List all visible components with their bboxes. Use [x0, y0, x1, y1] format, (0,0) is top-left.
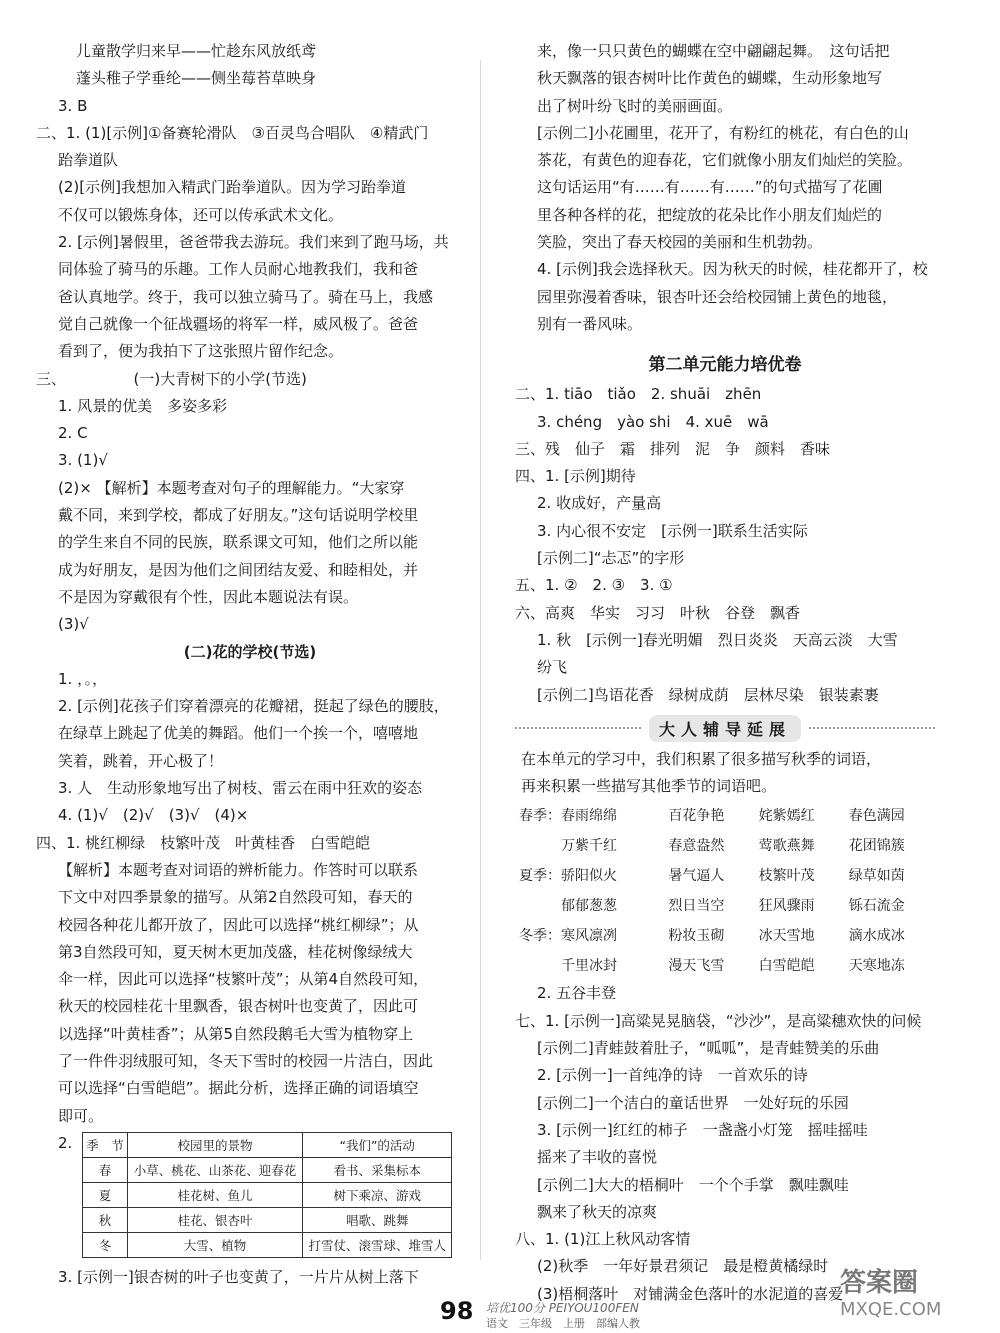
answer-line: 跆拳道队 — [58, 151, 119, 170]
answer-line: 下文中对四季景象的描写。从第2自然段可知，春天的 — [58, 888, 413, 907]
table-cell: 春 — [83, 1157, 127, 1182]
watermark-url: MXQE.COM — [840, 1299, 942, 1320]
table-header-cell: 校园里的景物 — [127, 1132, 302, 1157]
answer-line: 1. 秋 [示例一]春光明媚 烈日炎炎 天高云淡 大雪 — [537, 630, 898, 649]
answer-line: 戴不同，来到学校，都成了好朋友。”这句话说明学校里 — [58, 506, 419, 525]
answer-line: 四、1. 桃红柳绿 枝繁叶茂 叶黄桂香 白雪皑皑 — [36, 833, 371, 852]
season-word: 姹紫嫣红 — [758, 808, 815, 825]
right-answer-lines-a — [515, 38, 935, 338]
table-cell: 唱歌、跳舞 — [303, 1207, 452, 1232]
table-cell: 树下乘凉、游戏 — [303, 1182, 452, 1207]
season-row — [515, 860, 935, 890]
answer-line: [示例二]“忐忑”的字形 — [537, 549, 685, 568]
season-word: 冬季：寒风凛冽 — [519, 928, 617, 945]
answer-line: 4. [示例]我会选择秋天。因为秋天的时候，桂花都开了，校 — [537, 260, 928, 279]
answer-line: 儿童散学归来早——忙趁东风放纸鸢 — [76, 42, 317, 60]
answer-line: 1. ，。， — [58, 669, 108, 688]
answer-line: (二)花的学校(节选) — [183, 642, 317, 661]
answer-line: 可以选择“白雪皑皑”。据此分析，选择正确的词语填空 — [58, 1079, 419, 1098]
answer-line: [示例二]小花圃里，花开了，有粉红的桃花，有白色的山 — [537, 123, 909, 142]
season-row — [515, 950, 935, 980]
answer-line: 校园各种花儿都开放了，因此可以选择“桃红柳绿”；从 — [58, 915, 419, 934]
banner-rule-left — [515, 727, 641, 729]
left-tail-lines — [36, 1264, 464, 1291]
table-cell: 桂花、银杏叶 — [127, 1207, 302, 1232]
answer-line: 笑脸，突出了春天校园的美丽和生机勃勃。 — [537, 233, 823, 252]
answer-line: 4. (1)√ (2)√ (3)√ (4)× — [58, 806, 249, 825]
answer-line: 六、高爽 华实 习习 叶秋 谷登 飘香 — [515, 603, 801, 622]
answer-line: (3)√ — [58, 615, 89, 634]
answer-line: 这句话运用“有……有……有……”的句式描写了花圃 — [537, 178, 883, 197]
season-row — [515, 830, 935, 860]
answer-line: 2. [示例一]一首纯净的诗 一首欢乐的诗 — [537, 1066, 808, 1085]
table-cell: 冬 — [83, 1232, 127, 1257]
answer-line: 茶花，有黄色的迎春花，它们就像小朋友们灿烂的笑脸。 — [537, 151, 913, 170]
table-question-number: 2. — [58, 1133, 73, 1152]
extension-intro — [515, 746, 935, 801]
right-answer-lines-c — [515, 980, 935, 1308]
season-word: 春季：春雨绵绵 — [519, 808, 617, 825]
watermark-logo: 答案圈 — [840, 1268, 919, 1298]
answer-line: 1. 风景的优美 多姿多彩 — [58, 396, 228, 415]
answer-line: 同体验了骑马的乐趣。工作人员耐心地教我们，我和爸 — [58, 260, 419, 279]
table-cell: 看书、采集标本 — [303, 1157, 452, 1182]
answer-line: 出了树叶纷飞时的美丽画面。 — [537, 96, 733, 115]
table-row — [83, 1182, 452, 1207]
watermark — [840, 1262, 990, 1326]
answer-line: 五、1. ② 2. ③ 3. ① — [515, 576, 673, 595]
table-header-cell: 季 节 — [83, 1132, 127, 1157]
extension-intro-line: 在本单元的学习中，我们积累了很多描写秋季的词语， — [521, 749, 882, 768]
season-row — [515, 920, 935, 950]
season-word: 烈日当空 — [668, 898, 725, 915]
answer-line: 的学生来自不同的民族，联系课文可知，他们之所以能 — [58, 533, 419, 552]
answer-line: 3. chéng yào shi 4. xuē wā — [537, 412, 769, 431]
answer-line: 飘来了秋天的凉爽 — [537, 1202, 658, 1221]
answer-line: 别有一番风味。 — [537, 314, 643, 333]
season-word: 千里冰封 — [519, 958, 617, 975]
answer-line: 四、1. [示例]期待 — [515, 467, 636, 486]
answer-line: 3. (1)√ — [58, 451, 108, 470]
season-word: 绿草如茵 — [848, 868, 905, 885]
answer-line: 3. 内心很不安定 [示例一]联系生活实际 — [537, 521, 808, 540]
season-row — [515, 800, 935, 830]
answer-line: 3. [示例一]银杏树的叶子也变黄了，一片片从树上落下 — [58, 1267, 419, 1286]
season-word: 百花争艳 — [668, 808, 725, 825]
answer-line: 2. 收成好，产量高 — [537, 494, 662, 513]
answer-line: 不仅可以锻炼身体，还可以传承武术文化。 — [58, 205, 344, 224]
table-cell: 秋 — [83, 1207, 127, 1232]
season-word: 莺歌燕舞 — [758, 838, 815, 855]
answer-line: (2)秋季 一年好景君须记 最是橙黄橘绿时 — [537, 1257, 829, 1276]
answer-line: 2. [示例]暑假里，爸爸带我去游玩。我们来到了跑马场，共 — [58, 233, 449, 252]
book-meta: 语文 三年级 上册 部编人教 — [486, 1317, 640, 1330]
answer-line: 【解析】本题考查对词语的辨析能力。作答时可以联系 — [58, 860, 419, 879]
season-word: 天寒地冻 — [848, 958, 905, 975]
answer-line: 以选择“叶黄桂香”；从第5自然段鹅毛大雪为植物穿上 — [58, 1024, 414, 1043]
answer-line: [示例二]青蛙鼓着肚子，“呱呱”，是青蛙赞美的乐曲 — [537, 1039, 880, 1058]
season-word: 漫天飞雪 — [668, 958, 725, 975]
answer-line: 园里弥漫着香味，银杏叶还会给校园铺上黄色的地毯， — [537, 287, 898, 306]
answer-line: 笑着，跳着，开心极了！ — [58, 751, 224, 770]
answer-line: 三、 (一)大青树下的小学(节选) — [36, 369, 307, 388]
table-cell: 大雪、植物 — [127, 1232, 302, 1257]
season-word: 白雪皑皑 — [758, 958, 815, 975]
season-words-table — [515, 800, 935, 980]
season-word: 春意盎然 — [668, 838, 725, 855]
season-word: 粉妆玉砌 — [668, 928, 725, 945]
season-word: 春色满园 — [848, 808, 905, 825]
table-cell: 夏 — [83, 1182, 127, 1207]
answer-line: (2)[示例]我想加入精武门跆拳道队。因为学习跆拳道 — [58, 178, 406, 197]
table-cell: 打雪仗、滚雪球、堆雪人 — [303, 1232, 452, 1257]
left-answer-lines — [36, 38, 464, 1130]
season-word: 万紫千红 — [519, 838, 617, 855]
answer-line: 看到了，便为我拍下了这张照片留作纪念。 — [58, 342, 344, 361]
season-word: 铄石流金 — [848, 898, 905, 915]
answer-line: 七、1. [示例一]高粱晃晃脑袋，“沙沙”，是高粱穗欢快的问候 — [515, 1011, 922, 1030]
answer-line: 伞一样，因此可以选择“枝繁叶茂”；从第4自然段可知， — [58, 970, 429, 989]
season-word: 郁郁葱葱 — [519, 898, 617, 915]
unit-title: 第二单元能力培优卷 — [648, 355, 802, 376]
answer-line: 即可。 — [58, 1106, 104, 1125]
answer-line: 爸认真地学。终于，我可以独立骑马了。骑在马上，我感 — [58, 287, 434, 306]
answer-line: 八、1. (1)江上秋风动客情 — [515, 1230, 691, 1249]
answer-line: [示例二]大大的梧桐叶 一个个手掌 飘哇飘哇 — [537, 1175, 849, 1194]
season-row — [515, 890, 935, 920]
table-body — [83, 1157, 452, 1257]
answer-line: 2. C — [58, 424, 88, 443]
answer-line: 摇来了丰收的喜悦 — [537, 1148, 658, 1167]
answer-line: 二、1. (1)[示例]①备赛轮滑队 ③百灵鸟合唱队 ④精武门 — [36, 123, 429, 142]
left-column — [36, 38, 464, 1291]
extension-intro-line: 再来积累一些描写其他季节的词语吧。 — [521, 777, 777, 796]
answer-line: 不是因为穿戴很有个性，因此本题说法有误。 — [58, 587, 359, 606]
table-header-cell: “我们”的活动 — [303, 1132, 452, 1157]
answer-line: 2. 五谷丰登 — [537, 984, 617, 1003]
season-word: 暑气逼人 — [668, 868, 725, 885]
answer-line: [示例二]一个洁白的童话世界 一处好玩的乐园 — [537, 1093, 849, 1112]
table-row — [83, 1157, 452, 1182]
answer-line: 二、1. tiāo tiǎo 2. shuāi zhēn — [515, 385, 762, 404]
answer-line: 秋天的校园桂花十里飘香，银杏树叶也变黄了，因此可 — [58, 997, 419, 1016]
answer-line: 2. [示例]花孩子们穿着漂亮的花瓣裙，挺起了绿色的腰肢， — [58, 697, 449, 716]
activity-table — [82, 1132, 452, 1258]
page-number: 98 — [440, 1297, 474, 1325]
banner-title: 大人辅导延展 — [649, 715, 801, 742]
answer-line: 3. [示例一]红红的柿子 一盏盏小灯笼 摇哇摇哇 — [537, 1120, 868, 1139]
banner-rule-right — [809, 727, 935, 729]
table-row — [83, 1207, 452, 1232]
season-word: 夏季：骄阳似火 — [519, 868, 617, 885]
answer-line: 里各种各样的花，把绽放的花朵比作小朋友们灿烂的 — [537, 205, 883, 224]
season-word: 狂风骤雨 — [758, 898, 815, 915]
table-cell: 桂花树、鱼儿 — [127, 1182, 302, 1207]
table-row — [83, 1232, 452, 1257]
answer-line: [示例二]鸟语花香 绿树成荫 层林尽染 银装素裹 — [537, 685, 879, 704]
right-column — [515, 38, 935, 1308]
answer-line: 觉自己就像一个征战疆场的将军一样，威风极了。爸爸 — [58, 314, 419, 333]
brand-name: 培优100分 PEIYOU100FEN — [486, 1301, 639, 1315]
answer-line: (2)× 【解析】本题考查对句子的理解能力。“大家穿 — [58, 478, 405, 497]
answer-line: 成为好朋友，是因为他们之间团结友爱、和睦相处，并 — [58, 560, 419, 579]
answer-line: 第3自然段可知，夏天树木更加茂盛，桂花树像绿绒大 — [58, 942, 413, 961]
answer-line: 3. 人 生动形象地写出了树枝、雷云在雨中狂欢的姿态 — [58, 779, 423, 798]
answer-line: 来，像一只只黄色的蝴蝶在空中翩翩起舞。 这句话把 — [537, 42, 890, 60]
answer-line: (3)梧桐落叶 对铺满金色落叶的水泥道的喜爱 — [537, 1284, 844, 1303]
answer-line: 秋天飘落的银杏树叶比作黄色的蝴蝶，生动形象地写 — [537, 69, 883, 88]
extension-banner — [515, 715, 935, 742]
season-word: 滴水成冰 — [848, 928, 905, 945]
column-divider — [480, 60, 481, 1260]
answer-line: 3. B — [58, 96, 88, 115]
answer-line: 蓬头稚子学垂纶——侧坐莓苔草映身 — [76, 69, 317, 88]
answer-line: 在绿草上跳起了优美的舞蹈。他们一个挨一个，嘻嘻地 — [58, 724, 419, 743]
season-word: 枝繁叶茂 — [758, 868, 815, 885]
table-cell: 小草、桃花、山茶花、迎春花 — [127, 1157, 302, 1182]
season-word: 花团锦簇 — [848, 838, 905, 855]
activity-table-block — [36, 1130, 464, 1264]
answer-line: 纷飞 — [537, 658, 568, 677]
table-header-row — [83, 1132, 452, 1157]
right-answer-lines-b — [515, 381, 935, 709]
answer-line: 三、残 仙子 霜 排列 泥 争 颜料 香味 — [515, 439, 831, 458]
answer-line: 了一件件羽绒服可知，冬天下雪时的校园一片洁白，因此 — [58, 1051, 434, 1070]
season-word: 冰天雪地 — [758, 928, 815, 945]
